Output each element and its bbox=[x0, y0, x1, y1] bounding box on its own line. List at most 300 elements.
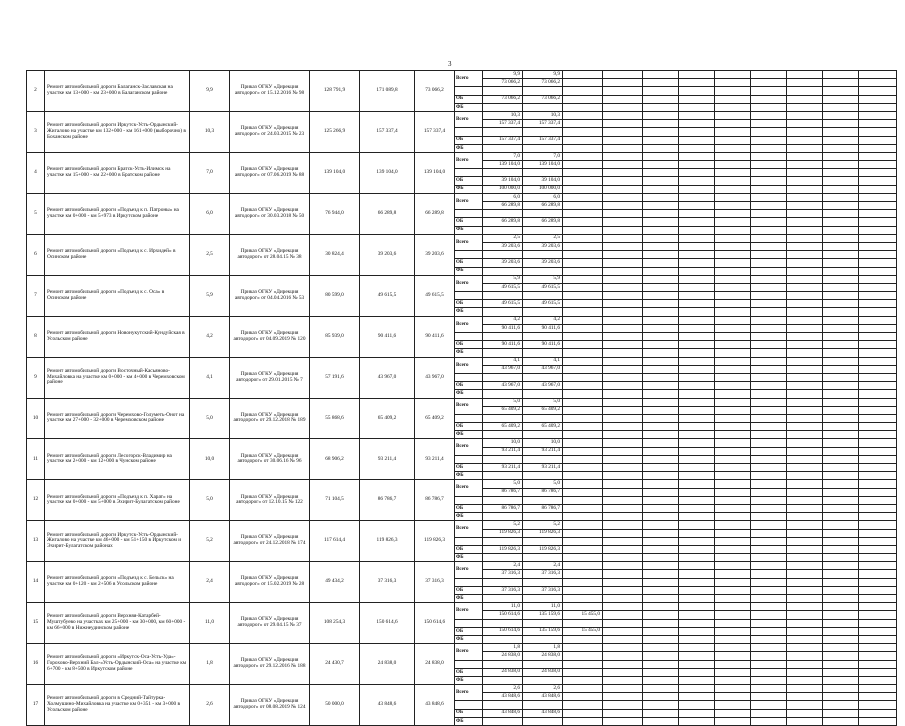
empty-cell bbox=[823, 496, 859, 504]
empty-cell bbox=[679, 341, 715, 349]
empty-cell bbox=[751, 488, 787, 496]
empty-cell bbox=[603, 578, 643, 586]
empty-cell bbox=[715, 120, 751, 128]
vsego-sum-total: 39 203,6 bbox=[483, 242, 523, 250]
empty-cell bbox=[643, 308, 679, 316]
empty-cell bbox=[643, 283, 679, 291]
empty-cell bbox=[715, 292, 751, 300]
empty-cell bbox=[715, 652, 751, 660]
empty-cell bbox=[643, 455, 679, 463]
ob-sum-total: 49 615,5 bbox=[483, 300, 523, 308]
empty-cell bbox=[715, 529, 751, 537]
empty-cell bbox=[563, 275, 603, 283]
empty-cell bbox=[751, 472, 787, 480]
fb-sum-total bbox=[483, 431, 523, 439]
empty-cell bbox=[603, 185, 643, 193]
empty-cell bbox=[823, 308, 859, 316]
empty-cell bbox=[679, 554, 715, 562]
empty-cell bbox=[715, 644, 751, 652]
empty-cell bbox=[603, 300, 643, 308]
vsego-sum-year: 139 104,0 bbox=[523, 161, 563, 169]
empty-cell bbox=[751, 111, 787, 119]
empty-cell bbox=[859, 120, 897, 128]
label-vsego: Всего bbox=[455, 111, 483, 127]
ob-sum-total: 39 104,0 bbox=[483, 177, 523, 185]
empty-cell bbox=[643, 406, 679, 414]
empty-cell bbox=[603, 693, 643, 701]
empty-cell bbox=[787, 464, 823, 472]
ob-extra bbox=[563, 136, 603, 144]
empty-cell bbox=[643, 202, 679, 210]
empty-cell bbox=[823, 611, 859, 619]
empty-cell bbox=[603, 79, 643, 87]
empty-cell bbox=[679, 373, 715, 381]
empty-cell bbox=[643, 169, 679, 177]
label-vsego: Всего bbox=[455, 398, 483, 414]
empty-cell bbox=[603, 152, 643, 160]
empty-cell bbox=[787, 586, 823, 594]
vsego-sum-year: 93 211,4 bbox=[523, 447, 563, 455]
object-name: Ремонт автомобильной дороги Восточный-Касьяново-Михайловка на участке км 0+000 - км 4+000 в Черемховском районе bbox=[45, 357, 190, 398]
empty-cell bbox=[643, 316, 679, 324]
row-number: 8 bbox=[27, 316, 45, 357]
empty-cell bbox=[603, 308, 643, 316]
length-km: 11,0 bbox=[190, 603, 230, 644]
empty-cell bbox=[715, 152, 751, 160]
empty-cell bbox=[643, 431, 679, 439]
empty-cell bbox=[643, 324, 679, 332]
empty-cell bbox=[679, 644, 715, 652]
empty-cell bbox=[823, 333, 859, 341]
vsego-sum-year: 65 409,2 bbox=[523, 406, 563, 414]
table-row bbox=[27, 357, 897, 365]
vsego-sum-total: 65 409,2 bbox=[483, 406, 523, 414]
empty-cell bbox=[643, 120, 679, 128]
empty-cell bbox=[679, 202, 715, 210]
empty-cell bbox=[751, 259, 787, 267]
empty-cell bbox=[643, 472, 679, 480]
fb-sum-total bbox=[483, 349, 523, 357]
empty-cell bbox=[679, 496, 715, 504]
empty-cell bbox=[643, 267, 679, 275]
empty-cell bbox=[679, 349, 715, 357]
empty-cell bbox=[679, 676, 715, 684]
empty-cell bbox=[859, 390, 897, 398]
empty-cell bbox=[603, 341, 643, 349]
empty-cell bbox=[563, 373, 603, 381]
empty-cell bbox=[643, 333, 679, 341]
empty-cell bbox=[523, 455, 563, 463]
empty-cell bbox=[859, 414, 897, 422]
empty-cell bbox=[787, 210, 823, 218]
empty-cell bbox=[787, 644, 823, 652]
empty-cell bbox=[679, 717, 715, 725]
vsego-km-total: 6,0 bbox=[483, 193, 523, 201]
empty-cell bbox=[603, 611, 643, 619]
length-km: 10,0 bbox=[190, 439, 230, 480]
vsego-km-total: 1,8 bbox=[483, 644, 523, 652]
cost-remaining: 37 316,3 bbox=[415, 562, 455, 603]
empty-cell bbox=[679, 382, 715, 390]
empty-cell bbox=[787, 504, 823, 512]
empty-cell bbox=[483, 251, 523, 259]
empty-cell bbox=[787, 103, 823, 111]
empty-cell bbox=[859, 283, 897, 291]
row-number: 6 bbox=[27, 234, 45, 275]
empty-cell bbox=[859, 324, 897, 332]
empty-cell bbox=[679, 128, 715, 136]
empty-cell bbox=[787, 136, 823, 144]
empty-cell bbox=[483, 578, 523, 586]
empty-cell bbox=[455, 87, 483, 95]
empty-cell bbox=[523, 128, 563, 136]
empty-cell bbox=[787, 431, 823, 439]
empty-cell bbox=[523, 537, 563, 545]
empty-cell bbox=[603, 120, 643, 128]
empty-cell bbox=[715, 480, 751, 488]
label-fb: ФБ bbox=[455, 390, 483, 398]
ob-sum-year: 65 409,2 bbox=[523, 423, 563, 431]
empty-cell bbox=[643, 447, 679, 455]
empty-cell bbox=[787, 193, 823, 201]
empty-cell bbox=[603, 226, 643, 234]
empty-cell bbox=[679, 120, 715, 128]
empty-cell bbox=[787, 341, 823, 349]
vsego-sum-year: 24 838,0 bbox=[523, 652, 563, 660]
fb-sum-year bbox=[523, 431, 563, 439]
empty-cell bbox=[787, 668, 823, 676]
empty-cell bbox=[455, 292, 483, 300]
vsego-extra bbox=[563, 120, 603, 128]
empty-cell bbox=[823, 341, 859, 349]
label-ob: ОБ bbox=[455, 627, 483, 635]
object-name: Ремонт автомобильной дороги Иркутск-Усть-Ордынский-Жигалово на участке км 46+000 - км 51+150 в Иркутском и Эхирит-Булагатском районах bbox=[45, 521, 190, 562]
empty-cell bbox=[643, 414, 679, 422]
empty-cell bbox=[643, 300, 679, 308]
vsego-sum-year: 86 786,7 bbox=[523, 488, 563, 496]
cost-estimate: 128 791,9 bbox=[310, 71, 360, 112]
empty-cell bbox=[823, 103, 859, 111]
empty-cell bbox=[603, 210, 643, 218]
empty-cell bbox=[859, 210, 897, 218]
empty-cell bbox=[643, 504, 679, 512]
empty-cell bbox=[859, 472, 897, 480]
cost-estimate: 50 000,0 bbox=[310, 685, 360, 726]
row-number: 17 bbox=[27, 685, 45, 726]
cost-remaining: 119 826,3 bbox=[415, 521, 455, 562]
empty-cell bbox=[643, 480, 679, 488]
empty-cell bbox=[859, 644, 897, 652]
empty-cell bbox=[859, 242, 897, 250]
empty-cell bbox=[787, 169, 823, 177]
fb-sum-year bbox=[523, 390, 563, 398]
order-ref: Приказ ОГКУ «Дирекция автодорог» от 15.12.2016 № 98 bbox=[230, 71, 310, 112]
ob-sum-total: 43 967,0 bbox=[483, 382, 523, 390]
empty-cell bbox=[679, 562, 715, 570]
empty-cell bbox=[679, 275, 715, 283]
empty-cell bbox=[679, 177, 715, 185]
empty-cell bbox=[751, 414, 787, 422]
label-ob: ОБ bbox=[455, 259, 483, 267]
object-name: Ремонт автомобильной дороги в Средний-Тайтурка-Холмушино-Михайловка на участке км 0+351 - км 3+000 в Усольском районе bbox=[45, 685, 190, 726]
ob-extra bbox=[563, 218, 603, 226]
ob-sum-year: 43 967,0 bbox=[523, 382, 563, 390]
fb-sum-year bbox=[523, 267, 563, 275]
empty-cell bbox=[603, 603, 643, 611]
empty-cell bbox=[643, 234, 679, 242]
empty-cell bbox=[859, 144, 897, 152]
cost-current: 24 838,0 bbox=[360, 644, 415, 685]
ob-sum-total: 157 337,4 bbox=[483, 136, 523, 144]
table-row bbox=[27, 193, 897, 201]
empty-cell bbox=[859, 308, 897, 316]
empty-cell bbox=[455, 619, 483, 627]
empty-cell bbox=[859, 717, 897, 725]
empty-cell bbox=[679, 95, 715, 103]
empty-cell bbox=[787, 333, 823, 341]
vsego-km-total: 4,1 bbox=[483, 357, 523, 365]
empty-cell bbox=[787, 275, 823, 283]
vsego-sum-total: 157 337,4 bbox=[483, 120, 523, 128]
empty-cell bbox=[787, 300, 823, 308]
empty-cell bbox=[603, 357, 643, 365]
empty-cell bbox=[715, 226, 751, 234]
empty-cell bbox=[679, 709, 715, 717]
empty-cell bbox=[823, 709, 859, 717]
empty-cell bbox=[859, 136, 897, 144]
empty-cell bbox=[751, 202, 787, 210]
empty-cell bbox=[643, 644, 679, 652]
empty-cell bbox=[679, 308, 715, 316]
cost-remaining: 49 615,5 bbox=[415, 275, 455, 316]
cost-current: 93 211,4 bbox=[360, 439, 415, 480]
label-fb: ФБ bbox=[455, 349, 483, 357]
empty-cell bbox=[823, 136, 859, 144]
empty-cell bbox=[823, 242, 859, 250]
table-row bbox=[27, 603, 897, 611]
empty-cell bbox=[603, 701, 643, 709]
empty-cell bbox=[751, 668, 787, 676]
empty-cell bbox=[715, 504, 751, 512]
empty-cell bbox=[787, 259, 823, 267]
empty-cell bbox=[787, 71, 823, 79]
empty-cell bbox=[751, 406, 787, 414]
empty-cell bbox=[643, 693, 679, 701]
fb-sum-total bbox=[483, 554, 523, 562]
empty-cell bbox=[679, 660, 715, 668]
fb-sum-total bbox=[483, 717, 523, 725]
empty-cell bbox=[823, 373, 859, 381]
empty-cell bbox=[679, 537, 715, 545]
empty-cell bbox=[455, 660, 483, 668]
cost-estimate: 125 266,9 bbox=[310, 111, 360, 152]
label-ob: ОБ bbox=[455, 504, 483, 512]
ob-sum-total: 65 409,2 bbox=[483, 423, 523, 431]
empty-cell bbox=[859, 177, 897, 185]
ob-sum-total: 39 203,6 bbox=[483, 259, 523, 267]
empty-cell bbox=[455, 537, 483, 545]
empty-cell bbox=[563, 234, 603, 242]
object-name: Ремонт автомобильной дороги Братск-Усть-Илимск на участке км 15+000 - км 22+000 в Братском районе bbox=[45, 152, 190, 193]
empty-cell bbox=[643, 103, 679, 111]
fb-sum-year bbox=[523, 513, 563, 521]
empty-cell bbox=[679, 111, 715, 119]
empty-cell bbox=[715, 693, 751, 701]
empty-cell bbox=[787, 111, 823, 119]
ob-extra bbox=[563, 95, 603, 103]
vsego-extra bbox=[563, 570, 603, 578]
empty-cell bbox=[751, 660, 787, 668]
empty-cell bbox=[563, 267, 603, 275]
empty-cell bbox=[823, 324, 859, 332]
row-number: 14 bbox=[27, 562, 45, 603]
cost-current: 119 826,3 bbox=[360, 521, 415, 562]
empty-cell bbox=[823, 79, 859, 87]
empty-cell bbox=[679, 668, 715, 676]
ob-extra bbox=[563, 382, 603, 390]
ob-sum-total: 150 614,6 bbox=[483, 627, 523, 635]
empty-cell bbox=[643, 242, 679, 250]
empty-cell bbox=[751, 644, 787, 652]
empty-cell bbox=[823, 414, 859, 422]
empty-cell bbox=[751, 300, 787, 308]
vsego-km-year: 6,0 bbox=[523, 193, 563, 201]
empty-cell bbox=[679, 693, 715, 701]
empty-cell bbox=[751, 324, 787, 332]
empty-cell bbox=[483, 87, 523, 95]
fb-sum-total bbox=[483, 595, 523, 603]
empty-cell bbox=[679, 79, 715, 87]
empty-cell bbox=[603, 193, 643, 201]
empty-cell bbox=[859, 447, 897, 455]
empty-cell bbox=[679, 267, 715, 275]
label-ob: ОБ bbox=[455, 300, 483, 308]
empty-cell bbox=[679, 472, 715, 480]
ob-sum-total: 66 289,8 bbox=[483, 218, 523, 226]
vsego-km-total: 2,6 bbox=[483, 685, 523, 693]
empty-cell bbox=[823, 357, 859, 365]
vsego-km-year: 4,2 bbox=[523, 316, 563, 324]
empty-cell bbox=[603, 554, 643, 562]
vsego-sum-year: 73 066,2 bbox=[523, 79, 563, 87]
empty-cell bbox=[643, 627, 679, 635]
table-row bbox=[27, 521, 897, 529]
empty-cell bbox=[859, 554, 897, 562]
empty-cell bbox=[603, 251, 643, 259]
empty-cell bbox=[603, 365, 643, 373]
empty-cell bbox=[715, 251, 751, 259]
label-ob: ОБ bbox=[455, 709, 483, 717]
empty-cell bbox=[859, 652, 897, 660]
vsego-sum-total: 24 838,0 bbox=[483, 652, 523, 660]
empty-cell bbox=[643, 676, 679, 684]
empty-cell bbox=[483, 210, 523, 218]
empty-cell bbox=[751, 341, 787, 349]
empty-cell bbox=[787, 185, 823, 193]
empty-cell bbox=[563, 676, 603, 684]
vsego-extra bbox=[563, 652, 603, 660]
empty-cell bbox=[603, 259, 643, 267]
empty-cell bbox=[455, 333, 483, 341]
empty-cell bbox=[715, 701, 751, 709]
empty-cell bbox=[823, 513, 859, 521]
empty-cell bbox=[563, 554, 603, 562]
cost-remaining: 150 614,6 bbox=[415, 603, 455, 644]
label-ob: ОБ bbox=[455, 218, 483, 226]
object-name: Ремонт автомобильной дороги «Подъезд к с. Бельск» на участке км 0+120 - км 2+506 в Усольском районе bbox=[45, 562, 190, 603]
object-name: Ремонт автомобильной дороги «Иркутск-Оса-Усть-Уда»-Горохово-Верхний Бал-«Усть-Ордынский-Оса» на участке км 6+700 - км 8+500 в Иркутском районе bbox=[45, 644, 190, 685]
empty-cell bbox=[643, 218, 679, 226]
empty-cell bbox=[823, 169, 859, 177]
cost-estimate: 68 906,2 bbox=[310, 439, 360, 480]
order-ref: Приказ ОГКУ «Дирекция автодорог» от 12.10.15 № 122 bbox=[230, 480, 310, 521]
empty-cell bbox=[823, 87, 859, 95]
empty-cell bbox=[859, 341, 897, 349]
empty-cell bbox=[563, 439, 603, 447]
row-number: 5 bbox=[27, 193, 45, 234]
empty-cell bbox=[823, 701, 859, 709]
empty-cell bbox=[787, 120, 823, 128]
fb-sum-total bbox=[483, 513, 523, 521]
empty-cell bbox=[859, 169, 897, 177]
empty-cell bbox=[751, 316, 787, 324]
empty-cell bbox=[751, 373, 787, 381]
label-fb: ФБ bbox=[455, 595, 483, 603]
empty-cell bbox=[563, 357, 603, 365]
empty-cell bbox=[751, 152, 787, 160]
empty-cell bbox=[643, 349, 679, 357]
order-ref: Приказ ОГКУ «Дирекция автодорог» от 04.04.2016 № 53 bbox=[230, 275, 310, 316]
empty-cell bbox=[787, 521, 823, 529]
empty-cell bbox=[643, 398, 679, 406]
empty-cell bbox=[563, 210, 603, 218]
empty-cell bbox=[523, 169, 563, 177]
empty-cell bbox=[563, 644, 603, 652]
cost-current: 37 316,3 bbox=[360, 562, 415, 603]
object-name: Ремонт автомобильной дороги Черемхово-Голуметь-Онот на участке км 27+000 - 32+000 в Черемховском районе bbox=[45, 398, 190, 439]
empty-cell bbox=[751, 185, 787, 193]
vsego-sum-year: 119 826,3 bbox=[523, 529, 563, 537]
empty-cell bbox=[823, 423, 859, 431]
empty-cell bbox=[823, 398, 859, 406]
empty-cell bbox=[715, 472, 751, 480]
cost-remaining: 65 409,2 bbox=[415, 398, 455, 439]
empty-cell bbox=[859, 161, 897, 169]
cost-current: 65 409,2 bbox=[360, 398, 415, 439]
empty-cell bbox=[751, 545, 787, 553]
empty-cell bbox=[603, 472, 643, 480]
empty-cell bbox=[823, 480, 859, 488]
empty-cell bbox=[751, 431, 787, 439]
empty-cell bbox=[603, 545, 643, 553]
row-number: 4 bbox=[27, 152, 45, 193]
empty-cell bbox=[679, 431, 715, 439]
label-ob: ОБ bbox=[455, 382, 483, 390]
empty-cell bbox=[715, 373, 751, 381]
row-number: 11 bbox=[27, 439, 45, 480]
cost-current: 86 786,7 bbox=[360, 480, 415, 521]
empty-cell bbox=[679, 161, 715, 169]
label-fb: ФБ bbox=[455, 185, 483, 193]
empty-cell bbox=[787, 87, 823, 95]
empty-cell bbox=[679, 103, 715, 111]
empty-cell bbox=[523, 87, 563, 95]
empty-cell bbox=[823, 455, 859, 463]
empty-cell bbox=[715, 210, 751, 218]
empty-cell bbox=[679, 242, 715, 250]
label-ob: ОБ bbox=[455, 177, 483, 185]
vsego-km-year: 5,2 bbox=[523, 521, 563, 529]
